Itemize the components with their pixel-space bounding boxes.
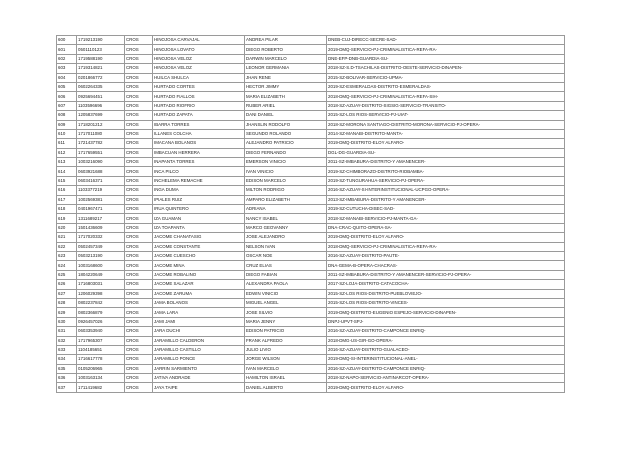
given-name-cell: MARIA JENNY <box>245 317 327 326</box>
type-cell: CROS <box>125 336 153 345</box>
type-cell: CROS <box>125 374 153 383</box>
id-number-cell: 1721437782 <box>77 139 125 148</box>
surname-cell: JACOME ZARUMA <box>153 289 245 298</box>
row-number-cell: 615 <box>57 176 77 185</box>
row-number-cell: 624 <box>57 261 77 270</box>
table-row <box>57 167 565 176</box>
given-name-cell: ANDREA PILAR <box>245 36 327 45</box>
given-name-cell: JOSE SILVIO <box>245 308 327 317</box>
surname-cell: IPIALES RUIZ <box>153 195 245 204</box>
table-row <box>57 289 565 298</box>
row-number-cell: 608 <box>57 111 77 120</box>
assignment-cell: DNA-CRAC-QUITO-OPERA-SA- <box>327 223 565 232</box>
row-number-cell: 628 <box>57 298 77 307</box>
surname-cell: JACOME MINA <box>153 261 245 270</box>
id-number-cell: 0926457026 <box>77 317 125 326</box>
table-row <box>57 158 565 167</box>
assignment-cell: 2018-DMQ-SERVICIO-PJ-CRIMINALISTICA-REFA-SIH- <box>327 92 565 101</box>
row-number-cell: 602 <box>57 54 77 63</box>
type-cell: CROS <box>125 64 153 73</box>
assignment-cell: DNA-GEMA-B-OPERA-CHACRAS- <box>327 261 565 270</box>
id-number-cell: 1719314821 <box>77 64 125 73</box>
row-number-cell: 616 <box>57 186 77 195</box>
assignment-cell: 2015-SZ-BOLIVAR-SERVICIO-UPMA- <box>327 73 565 82</box>
table-row <box>57 317 565 326</box>
surname-cell: IMACANA BOLANOS <box>153 139 245 148</box>
type-cell: CROS <box>125 73 153 82</box>
id-number-cell: 0602264335 <box>77 82 125 91</box>
surname-cell: JARAMILLO CALDERON <box>153 336 245 345</box>
surname-cell: INAPANTA TORRES <box>153 158 245 167</box>
id-number-cell: 1717011080 <box>77 129 125 138</box>
assignment-cell: 2018-SZ-MANABI-SERVICIO-PJ-MANTA-GA- <box>327 214 565 223</box>
table-row <box>57 327 565 336</box>
table-row <box>57 101 565 110</box>
assignment-cell: 2016-SZ-AZUAY-DISTRITO-GUALACEO- <box>327 345 565 354</box>
given-name-cell: LEONOR GERMANIA <box>245 64 327 73</box>
type-cell: CROS <box>125 54 153 63</box>
surname-cell: INGA DUMA <box>153 186 245 195</box>
type-cell: CROS <box>125 308 153 317</box>
assignment-cell: DGL-DG-GUARDIA-SU- <box>327 148 565 157</box>
given-name-cell: EDISON PATRICIO <box>245 327 327 336</box>
table-row <box>57 364 565 373</box>
assignment-cell: 2015-SZ-LOS RIOS-SERVICIO-PJ-UIAT- <box>327 111 565 120</box>
assignment-cell: 2019-SZ-CUTUCHA-DISEC-SAD- <box>327 205 565 214</box>
row-number-cell: 606 <box>57 92 77 101</box>
surname-cell: IRUA QUINTERO <box>153 205 245 214</box>
id-number-cell: 0802366879 <box>77 308 125 317</box>
id-number-cell: 1104185651 <box>77 345 125 354</box>
type-cell: CROS <box>125 158 153 167</box>
id-number-cell: 0201866772 <box>77 73 125 82</box>
assignment-cell: 2011-SZ-IMBABURA-DISTRITO-Y AMANENCER- <box>327 158 565 167</box>
table-body <box>57 36 565 393</box>
assignment-cell: 2018-SZ-AZUAY-DISTRITO-SIGSIG-SERVICIO-TRANSITO- <box>327 101 565 110</box>
given-name-cell: MIGUEL ANGEL <box>245 298 327 307</box>
id-number-cell: 1711419682 <box>77 383 125 392</box>
row-number-cell: 609 <box>57 120 77 129</box>
table-row <box>57 176 565 185</box>
assignment-cell: 2014-SZ-MANABI-DISTRITO-MANTA- <box>327 129 565 138</box>
given-name-cell: IVAN VINICIO <box>245 167 327 176</box>
surname-cell: JARAMILLO PONCE <box>153 355 245 364</box>
given-name-cell: CRUZ ELIAS <box>245 261 327 270</box>
surname-cell: JACOME SALAZAR <box>153 280 245 289</box>
surname-cell: IMBACUAN HERRERA <box>153 148 245 157</box>
type-cell: CROS <box>125 205 153 214</box>
assignment-cell: 2018-DMG-US-GIR-GO-OPERA- <box>327 336 565 345</box>
table-row <box>57 214 565 223</box>
type-cell: CROS <box>125 242 153 251</box>
table-row <box>57 36 565 45</box>
surname-cell: IZA GUAMAN <box>153 214 245 223</box>
given-name-cell: ALEJANDRO PATRICIO <box>245 139 327 148</box>
row-number-cell: 630 <box>57 317 77 326</box>
assignment-cell: 2019-DMQ-DISTRITO-ELOY ALFARO- <box>327 233 565 242</box>
table-row <box>57 139 565 148</box>
assignment-cell: 2016-SZ-AZUAY-DISTRITO-CAMPONCE ENRIQ- <box>327 327 565 336</box>
table-row <box>57 298 565 307</box>
id-number-cell: 0503213190 <box>77 251 125 260</box>
id-number-cell: 1716803031 <box>77 280 125 289</box>
given-name-cell: HAMILTON ISRAEL <box>245 374 327 383</box>
surname-cell: HURTADO RIOFRIO <box>153 101 245 110</box>
surname-cell: ILLANES COLCHA <box>153 129 245 138</box>
row-number-cell: 611 <box>57 139 77 148</box>
surname-cell: JACOME CUESCHO <box>153 251 245 260</box>
given-name-cell: DANIEL ALBERTO <box>245 383 327 392</box>
row-number-cell: 637 <box>57 383 77 392</box>
row-number-cell: 617 <box>57 195 77 204</box>
surname-cell: IZA TOAPANTA <box>153 223 245 232</box>
assignment-cell: 2018-DMQ-SERVICIO-PJ-CRIMINALISTICA-REFA-RA- <box>327 242 565 251</box>
assignment-cell: 2019-DMQ-SI-INTERINSTITUCIONAL-ANEL- <box>327 355 565 364</box>
type-cell: CROS <box>125 214 153 223</box>
assignment-cell: DNEB-CUJ-DIRECC-SECRE-SAD- <box>327 36 565 45</box>
row-number-cell: 600 <box>57 36 77 45</box>
table-row <box>57 374 565 383</box>
row-number-cell: 614 <box>57 167 77 176</box>
given-name-cell: MARCO GEOVANNY <box>245 223 327 232</box>
row-number-cell: 632 <box>57 336 77 345</box>
id-number-cell: 1716617778 <box>77 355 125 364</box>
id-number-cell: 1206029398 <box>77 289 125 298</box>
type-cell: CROS <box>125 148 153 157</box>
surname-cell: INCA PILCO <box>153 167 245 176</box>
given-name-cell: OSCAR NOE <box>245 251 327 260</box>
assignment-cell: 2011-SZ-IMBABURA-DISTRITO-Y AMANENCER-SERVICIO-PJ-OPERA- <box>327 270 565 279</box>
id-number-cell: 0603921688 <box>77 167 125 176</box>
given-name-cell: JOSE ALEJANDRO <box>245 233 327 242</box>
surname-cell: JARA DUCHI <box>153 327 245 336</box>
assignment-cell: 2018-SZ-NAPO-SERVICIO-ANTINARCOT-OPERA- <box>327 374 565 383</box>
surname-cell: JAYA TAIPE <box>153 383 245 392</box>
given-name-cell: JULIO LIVIO <box>245 345 327 354</box>
id-number-cell: 1804220649 <box>77 270 125 279</box>
table-row <box>57 223 565 232</box>
assignment-cell: 2018-SZ-S.D-TSACHILAS-DISTRITO-OESTE-SERVICIO-DINAPEN- <box>327 64 565 73</box>
type-cell: CROS <box>125 280 153 289</box>
id-number-cell: 0401967471 <box>77 205 125 214</box>
table-row <box>57 195 565 204</box>
given-name-cell: JORGE WILSON <box>245 355 327 364</box>
given-name-cell: DIEGO FERNANDO <box>245 148 327 157</box>
type-cell: CROS <box>125 36 153 45</box>
id-number-cell: 1103377219 <box>77 186 125 195</box>
table-row <box>57 233 565 242</box>
id-number-cell: 1717020332 <box>77 233 125 242</box>
given-name-cell: SEGUNDO ROLANDO <box>245 129 327 138</box>
id-number-cell: 1717965307 <box>77 336 125 345</box>
type-cell: CROS <box>125 139 153 148</box>
row-number-cell: 623 <box>57 251 77 260</box>
table-row <box>57 345 565 354</box>
type-cell: CROS <box>125 167 153 176</box>
table-row <box>57 45 565 54</box>
id-number-cell: 0105206965 <box>77 364 125 373</box>
type-cell: CROS <box>125 129 153 138</box>
table-row <box>57 308 565 317</box>
assignment-cell: DNPJ-UPVT-SPJ- <box>327 317 565 326</box>
type-cell: CROS <box>125 45 153 54</box>
type-cell: CROS <box>125 92 153 101</box>
given-name-cell: NANCY ISABEL <box>245 214 327 223</box>
id-number-cell: 0502457349 <box>77 242 125 251</box>
given-name-cell: DARWIN MARCELO <box>245 54 327 63</box>
assignment-cell: 2019-SZ-TUNGURAHUA-SERVICIO-PJ-OPERA- <box>327 176 565 185</box>
assignment-cell: 2016-SZ-AZUAY-SI-INTERINSTITUCIONAL-UCPGO-OPERA- <box>327 186 565 195</box>
table-row <box>57 205 565 214</box>
table-row <box>57 251 565 260</box>
surname-cell: INCHELEMA REMACHE <box>153 176 245 185</box>
given-name-cell: ADRIANA <box>245 205 327 214</box>
row-number-cell: 621 <box>57 233 77 242</box>
type-cell: CROS <box>125 101 153 110</box>
surname-cell: HINOJOSA LOVATO <box>153 45 245 54</box>
assignment-cell: 2018-SZ-MORONA SANTIAGO-DISTRITO-MORONA-SERVICIO-PJ-OPERA- <box>327 120 565 129</box>
type-cell: CROS <box>125 261 153 270</box>
row-number-cell: 635 <box>57 364 77 373</box>
id-number-cell: 1003216090 <box>77 158 125 167</box>
assignment-cell: 2019-DMQ-DISTRITO-ELOY ALFARO- <box>327 383 565 392</box>
row-number-cell: 619 <box>57 214 77 223</box>
table-row <box>57 92 565 101</box>
assignment-cell: 2019-SZ-CHIMBORAZO-DISTRITO-RIOBAMBA- <box>327 167 565 176</box>
row-number-cell: 601 <box>57 45 77 54</box>
surname-cell: HURTADO ZAPATA <box>153 111 245 120</box>
type-cell: CROS <box>125 345 153 354</box>
surname-cell: HURTADO FIALLOS <box>153 92 245 101</box>
given-name-cell: DIEGO FABIAN <box>245 270 327 279</box>
surname-cell: HINOJOSA VELOZ <box>153 64 245 73</box>
type-cell: CROS <box>125 355 153 364</box>
given-name-cell: NELSON IVAN <box>245 242 327 251</box>
row-number-cell: 629 <box>57 308 77 317</box>
table-row <box>57 383 565 392</box>
assignment-cell: 2019-DMQ-SERVICIO-PJ-CRIMINALISTICA-REFA-RA- <box>327 45 565 54</box>
table-row <box>57 129 565 138</box>
table-row <box>57 120 565 129</box>
row-number-cell: 612 <box>57 148 77 157</box>
given-name-cell: IVAN MARCELO <box>245 364 327 373</box>
table-row <box>57 355 565 364</box>
id-number-cell: 1205837699 <box>77 111 125 120</box>
type-cell: CROS <box>125 223 153 232</box>
assignment-cell: 2019-DMQ-DISTRITO-EUGENIO ESPEJO-SERVICIO-DINAPEN- <box>327 308 565 317</box>
row-number-cell: 634 <box>57 355 77 364</box>
table-row <box>57 148 565 157</box>
id-number-cell: 1003168600 <box>77 261 125 270</box>
given-name-cell: HECTOR JIMMY <box>245 82 327 91</box>
surname-cell: JAMA BOLANOS <box>153 298 245 307</box>
type-cell: CROS <box>125 111 153 120</box>
given-name-cell: JHAN RENE <box>245 73 327 82</box>
table-row <box>57 73 565 82</box>
row-number-cell: 626 <box>57 280 77 289</box>
given-name-cell: EMERSON VINICIO <box>245 158 327 167</box>
row-number-cell: 618 <box>57 205 77 214</box>
given-name-cell: ALEXANDRA PAOLA <box>245 280 327 289</box>
surname-cell: JAMI JAMI <box>153 317 245 326</box>
type-cell: CROS <box>125 176 153 185</box>
assignment-cell: 2015-SZ-LOS RIOS-DISTRITO-PUEBLOVIEJO- <box>327 289 565 298</box>
row-number-cell: 633 <box>57 345 77 354</box>
id-number-cell: 1719588190 <box>77 54 125 63</box>
assignment-cell: DNE-EFP-DNB-GUARDIA-SU- <box>327 54 565 63</box>
surname-cell: JATIVA ANDRADE <box>153 374 245 383</box>
surname-cell: HINOJOSA CARVAJAL <box>153 36 245 45</box>
id-number-cell: 1003163134 <box>77 374 125 383</box>
table-row <box>57 336 565 345</box>
row-number-cell: 607 <box>57 101 77 110</box>
row-number-cell: 613 <box>57 158 77 167</box>
type-cell: CROS <box>125 120 153 129</box>
given-name-cell: FRANK ALFREDO <box>245 336 327 345</box>
type-cell: CROS <box>125 233 153 242</box>
row-number-cell: 627 <box>57 289 77 298</box>
personnel-table <box>56 35 565 393</box>
surname-cell: IBARRA TORRES <box>153 120 245 129</box>
type-cell: CROS <box>125 364 153 373</box>
id-number-cell: 1311689217 <box>77 214 125 223</box>
table-row <box>57 280 565 289</box>
id-number-cell: 1719213190 <box>77 36 125 45</box>
assignment-cell: 2013-SZ-IMBABURA-DISTRITO-Y AMANENCER- <box>327 195 565 204</box>
type-cell: CROS <box>125 270 153 279</box>
type-cell: CROS <box>125 327 153 336</box>
surname-cell: JACOME CONSTANTE <box>153 242 245 251</box>
type-cell: CROS <box>125 195 153 204</box>
surname-cell: HUILCA SHULCA <box>153 73 245 82</box>
id-number-cell: 1002569381 <box>77 195 125 204</box>
given-name-cell: EDWIN VINICIO <box>245 289 327 298</box>
row-number-cell: 631 <box>57 327 77 336</box>
assignment-cell: 2016-SZ-AZUAY-DISTRITO-CAMPONCE ENRIQ- <box>327 364 565 373</box>
table-row <box>57 261 565 270</box>
type-cell: CROS <box>125 383 153 392</box>
given-name-cell: MILTON RODRIGO <box>245 186 327 195</box>
surname-cell: JACOME ROBALINO <box>153 270 245 279</box>
assignment-cell: 2019-SZ-ESMERALDAS-DISTRITO-ESMERALDAS- <box>327 82 565 91</box>
given-name-cell: JHANSLIN RODOLFO <box>245 120 327 129</box>
row-number-cell: 625 <box>57 270 77 279</box>
given-name-cell: AMPARO ELIZABETH <box>245 195 327 204</box>
id-number-cell: 0603416371 <box>77 176 125 185</box>
surname-cell: JARAMILLO CASTILLO <box>153 345 245 354</box>
id-number-cell: 0802237842 <box>77 298 125 307</box>
id-number-cell: 0925694451 <box>77 92 125 101</box>
row-number-cell: 605 <box>57 82 77 91</box>
id-number-cell: 1718201212 <box>77 120 125 129</box>
id-number-cell: 1501436609 <box>77 223 125 232</box>
surname-cell: JACOME CHANATASIG <box>153 233 245 242</box>
row-number-cell: 610 <box>57 129 77 138</box>
row-number-cell: 622 <box>57 242 77 251</box>
assignment-cell: 2016-SZ-AZUAY-DISTRITO-PAUTE- <box>327 251 565 260</box>
id-number-cell: 0501110123 <box>77 45 125 54</box>
given-name-cell: EDISON MARCELO <box>245 176 327 185</box>
table-row <box>57 111 565 120</box>
type-cell: CROS <box>125 251 153 260</box>
table-row <box>57 54 565 63</box>
surname-cell: HINOJOSA VELOZ <box>153 54 245 63</box>
row-number-cell: 603 <box>57 64 77 73</box>
table-row <box>57 64 565 73</box>
type-cell: CROS <box>125 289 153 298</box>
given-name-cell: MARIA ELIZABETH <box>245 92 327 101</box>
surname-cell: HURTADO CORTES <box>153 82 245 91</box>
type-cell: CROS <box>125 317 153 326</box>
assignment-cell: 2015-SZ-LOS RIOS-DISTRITO-VINCES- <box>327 298 565 307</box>
row-number-cell: 636 <box>57 374 77 383</box>
row-number-cell: 604 <box>57 73 77 82</box>
table-row <box>57 270 565 279</box>
surname-cell: JAMA LARA <box>153 308 245 317</box>
table-row <box>57 82 565 91</box>
type-cell: CROS <box>125 82 153 91</box>
row-number-cell: 620 <box>57 223 77 232</box>
id-number-cell: 0603353940 <box>77 327 125 336</box>
given-name-cell: RUBER ARIEL <box>245 101 327 110</box>
type-cell: CROS <box>125 298 153 307</box>
given-name-cell: DIEGO ROBERTO <box>245 45 327 54</box>
given-name-cell: DANI DANIEL <box>245 111 327 120</box>
assignment-cell: 2019-DMQ-DISTRITO-ELOY ALFARO- <box>327 139 565 148</box>
table-row <box>57 242 565 251</box>
table-row <box>57 186 565 195</box>
surname-cell: JARRIN SARMIENTO <box>153 364 245 373</box>
assignment-cell: 2017-SZ-LOJA-DISTRITO-CATACOCHA- <box>327 280 565 289</box>
type-cell: CROS <box>125 186 153 195</box>
id-number-cell: 1717659551 <box>77 148 125 157</box>
id-number-cell: 1103596696 <box>77 101 125 110</box>
